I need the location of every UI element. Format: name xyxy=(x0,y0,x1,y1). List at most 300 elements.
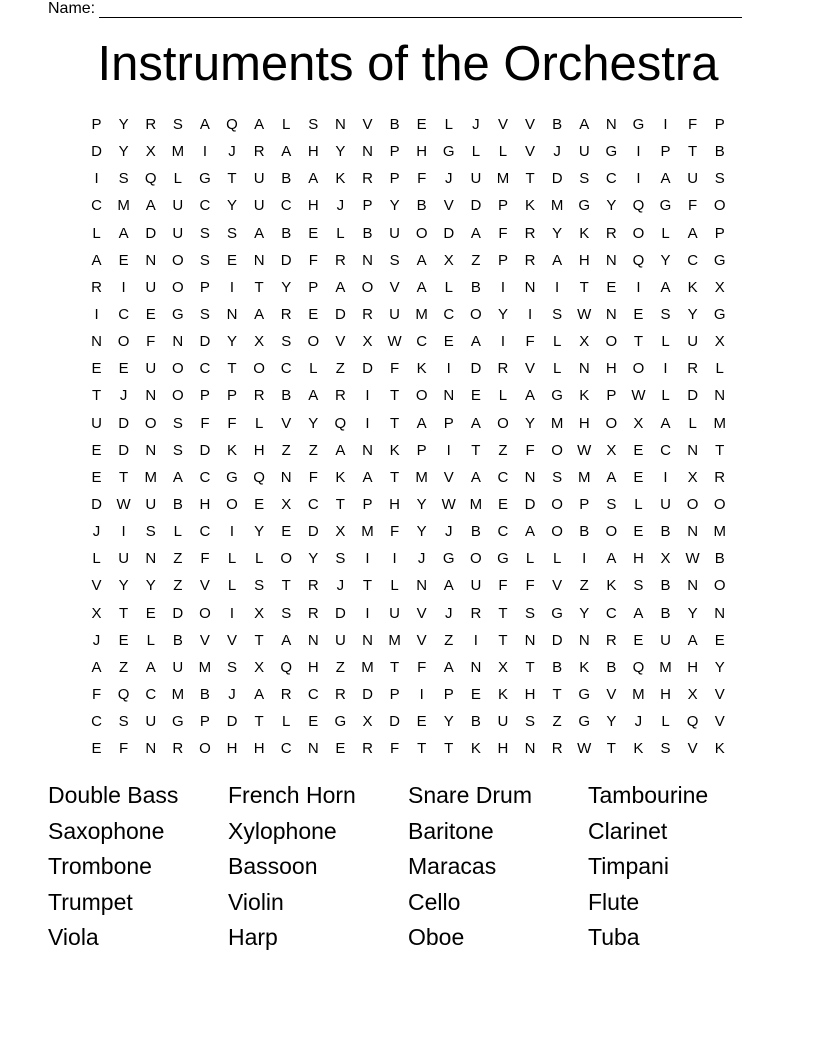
grid-letter: I xyxy=(229,278,235,296)
grid-letter: F xyxy=(525,333,535,351)
grid-letter: I xyxy=(94,306,99,324)
grid-letter: V xyxy=(416,631,427,649)
grid-letter: Q xyxy=(144,170,157,188)
grid-letter: S xyxy=(281,333,292,351)
grid-letter: B xyxy=(660,523,671,541)
grid-letter: N xyxy=(524,631,536,649)
grid-letter: B xyxy=(281,387,292,405)
grid-letter: G xyxy=(713,251,726,269)
grid-letter: N xyxy=(145,251,157,269)
grid-letter: H xyxy=(497,740,509,758)
grid-letter: X xyxy=(579,333,590,351)
grid-letter: S xyxy=(335,550,346,568)
grid-letter: D xyxy=(307,523,319,541)
grid-letter: I xyxy=(663,360,668,378)
grid-letter: Q xyxy=(686,713,699,731)
grid-letter: I xyxy=(419,686,424,704)
grid-letter: X xyxy=(497,658,508,676)
grid-letter: A xyxy=(308,387,319,405)
grid-letter: A xyxy=(281,631,292,649)
grid-letter: S xyxy=(633,577,644,595)
grid-letter: N xyxy=(226,306,238,324)
grid-letter: N xyxy=(443,387,455,405)
grid-letter: O xyxy=(605,523,618,541)
grid-letter: X xyxy=(254,604,265,622)
grid-letter: J xyxy=(445,604,453,622)
word-list-item: Viola xyxy=(48,924,99,951)
grid-letter: A xyxy=(687,224,698,242)
grid-letter: T xyxy=(254,278,264,296)
grid-letter: L xyxy=(309,360,318,378)
grid-letter: E xyxy=(254,496,265,514)
grid-letter: U xyxy=(145,278,157,296)
grid-letter: A xyxy=(416,414,427,432)
grid-letter: O xyxy=(713,577,726,595)
grid-letter: I xyxy=(582,550,587,568)
grid-letter: E xyxy=(308,224,319,242)
word-list-item: Trombone xyxy=(48,853,152,880)
grid-letter: I xyxy=(365,387,370,405)
grid-letter: T xyxy=(227,360,237,378)
grid-letter: N xyxy=(687,523,699,541)
grid-letter: M xyxy=(361,658,374,676)
grid-letter: B xyxy=(362,224,373,242)
grid-letter: Z xyxy=(335,658,345,676)
grid-letter: L xyxy=(661,713,670,731)
grid-letter: W xyxy=(577,306,592,324)
grid-letter: C xyxy=(416,333,428,351)
grid-letter: H xyxy=(307,197,319,215)
grid-letter: D xyxy=(470,360,482,378)
grid-letter: P xyxy=(308,278,319,296)
grid-letter: P xyxy=(362,496,373,514)
grid-letter: O xyxy=(470,306,482,324)
grid-letter: J xyxy=(445,523,453,541)
grid-letter: L xyxy=(282,116,291,134)
grid-letter: A xyxy=(525,387,536,405)
grid-letter: G xyxy=(578,686,591,704)
word-list-item: Snare Drum xyxy=(408,782,532,809)
grid-letter: D xyxy=(443,224,455,242)
grid-letter: S xyxy=(118,170,129,188)
grid-letter: N xyxy=(172,333,184,351)
grid-letter: G xyxy=(605,143,618,161)
grid-letter: A xyxy=(470,333,481,351)
grid-letter: A xyxy=(254,686,265,704)
grid-letter: G xyxy=(551,604,563,622)
grid-letter: Y xyxy=(687,604,698,622)
grid-letter: B xyxy=(606,658,617,676)
grid-letter: M xyxy=(713,414,726,432)
grid-letter: E xyxy=(91,441,102,459)
grid-letter: R xyxy=(253,387,265,405)
grid-letter: F xyxy=(688,116,698,134)
grid-letter: D xyxy=(362,360,373,378)
grid-letter: E xyxy=(443,333,454,351)
grid-letter: N xyxy=(362,251,373,269)
grid-letter: L xyxy=(444,116,453,134)
grid-letter: N xyxy=(362,143,373,161)
grid-letter: A xyxy=(172,468,183,486)
grid-letter: R xyxy=(307,604,319,622)
grid-letter: M xyxy=(659,658,672,676)
grid-letter: E xyxy=(633,468,644,486)
grid-letter: J xyxy=(553,143,561,161)
grid-letter: O xyxy=(470,550,482,568)
grid-letter: T xyxy=(715,441,725,459)
grid-letter: O xyxy=(307,333,320,351)
grid-letter: A xyxy=(443,658,454,676)
word-list-item: Tuba xyxy=(588,924,640,951)
grid-letter: D xyxy=(687,387,699,405)
grid-letter: U xyxy=(145,713,157,731)
grid-letter: U xyxy=(578,143,590,161)
grid-letter: L xyxy=(552,360,562,378)
grid-letter: A xyxy=(470,224,481,242)
grid-letter: S xyxy=(579,170,590,188)
grid-letter: V xyxy=(497,116,508,134)
grid-letter: I xyxy=(392,550,397,568)
grid-letter: F xyxy=(389,360,400,378)
grid-letter: A xyxy=(470,468,481,486)
grid-letter: Y xyxy=(606,197,617,215)
grid-letter: A xyxy=(199,116,210,134)
grid-letter: Y xyxy=(497,306,508,324)
word-list-item: Trumpet xyxy=(48,888,133,915)
grid-letter: U xyxy=(172,224,184,242)
grid-letter: A xyxy=(579,116,590,134)
grid-letter: Y xyxy=(308,414,319,432)
grid-letter: B xyxy=(172,631,183,649)
grid-letter: N xyxy=(145,441,157,459)
grid-letter: K xyxy=(579,224,590,242)
grid-letter: M xyxy=(361,523,374,541)
grid-letter: I xyxy=(663,116,668,134)
grid-letter: L xyxy=(634,496,643,514)
grid-letter: V xyxy=(199,577,210,595)
grid-letter: P xyxy=(497,197,508,215)
grid-letter: Y xyxy=(281,278,292,296)
grid-letter: L xyxy=(661,333,670,351)
grid-letter: K xyxy=(335,468,346,486)
grid-letter: L xyxy=(661,224,670,242)
grid-letter: Q xyxy=(632,251,645,269)
grid-letter: M xyxy=(144,468,157,486)
grid-letter: M xyxy=(171,686,185,704)
grid-letter: E xyxy=(91,740,102,758)
grid-letter: X xyxy=(91,604,102,622)
grid-letter: S xyxy=(145,523,156,541)
grid-letter: O xyxy=(117,333,130,351)
grid-letter: R xyxy=(307,577,319,595)
name-label: Name: xyxy=(48,0,96,17)
grid-letter: T xyxy=(119,604,129,622)
grid-letter: A xyxy=(660,278,671,296)
grid-letter: X xyxy=(660,550,671,568)
grid-letter: S xyxy=(606,496,617,514)
grid-letter: B xyxy=(660,604,671,622)
grid-letter: O xyxy=(171,387,184,405)
grid-letter: D xyxy=(524,496,536,514)
grid-letter: O xyxy=(713,197,726,215)
grid-letter: M xyxy=(577,468,591,486)
grid-letter: I xyxy=(94,170,99,188)
grid-letter: B xyxy=(714,143,725,161)
grid-letter: P xyxy=(714,116,725,134)
grid-letter: X xyxy=(687,686,698,704)
grid-letter: A xyxy=(606,550,617,568)
grid-letter: B xyxy=(470,713,481,731)
grid-letter: N xyxy=(253,251,265,269)
grid-letter: K xyxy=(497,686,508,704)
grid-letter: Q xyxy=(253,468,265,486)
grid-letter: E xyxy=(118,251,129,269)
grid-letter: J xyxy=(336,577,345,595)
grid-letter: I xyxy=(636,278,641,296)
grid-letter: F xyxy=(146,333,156,351)
grid-letter: G xyxy=(442,143,455,161)
grid-letter: C xyxy=(443,306,455,324)
grid-letter: A xyxy=(91,658,102,676)
grid-letter: I xyxy=(365,550,370,568)
grid-letter: O xyxy=(605,414,618,432)
grid-letter: S xyxy=(172,414,183,432)
name-underline[interactable] xyxy=(99,3,742,18)
grid-letter: B xyxy=(199,686,210,704)
grid-letter: Y xyxy=(389,197,400,215)
grid-letter: S xyxy=(281,604,292,622)
grid-letter: D xyxy=(280,251,292,269)
grid-letter: S xyxy=(118,713,129,731)
grid-letter: L xyxy=(498,387,508,405)
grid-letter: D xyxy=(389,713,400,731)
grid-letter: L xyxy=(525,550,535,568)
grid-letter: J xyxy=(472,116,480,134)
grid-letter: Q xyxy=(280,658,293,676)
grid-letter: L xyxy=(688,414,697,432)
grid-letter: V xyxy=(416,604,427,622)
grid-letter: I xyxy=(527,306,533,324)
grid-letter: T xyxy=(281,577,291,595)
grid-letter: P xyxy=(579,496,590,514)
grid-letter: D xyxy=(199,333,211,351)
grid-letter: T xyxy=(254,631,264,649)
grid-letter: U xyxy=(253,197,265,215)
grid-letter: G xyxy=(226,468,238,486)
grid-letter: J xyxy=(92,631,101,649)
grid-letter: R xyxy=(497,360,509,378)
grid-letter: Y xyxy=(118,116,129,134)
grid-letter: V xyxy=(281,414,292,432)
grid-letter: N xyxy=(145,550,157,568)
grid-letter: L xyxy=(661,387,670,405)
grid-letter: H xyxy=(307,658,319,676)
grid-letter: N xyxy=(605,306,617,324)
grid-letter: L xyxy=(498,143,508,161)
grid-letter: M xyxy=(171,143,185,161)
grid-letter: A xyxy=(281,143,292,161)
grid-letter: Z xyxy=(173,577,183,595)
name-field[interactable] xyxy=(48,0,742,18)
grid-letter: C xyxy=(307,496,319,514)
grid-letter: K xyxy=(416,360,427,378)
grid-letter: Q xyxy=(226,116,238,134)
grid-letter: C xyxy=(91,713,102,731)
grid-letter: S xyxy=(525,604,536,622)
grid-letter: O xyxy=(253,360,265,378)
grid-letter: V xyxy=(687,740,698,758)
grid-letter: S xyxy=(199,306,210,324)
grid-letter: F xyxy=(525,577,535,595)
grid-letter: L xyxy=(92,224,101,242)
grid-letter: X xyxy=(606,441,617,459)
grid-letter: G xyxy=(551,387,563,405)
grid-letter: V xyxy=(525,116,536,134)
grid-letter: S xyxy=(199,251,210,269)
grid-letter: C xyxy=(307,686,319,704)
grid-letter: N xyxy=(714,387,726,405)
grid-letter: N xyxy=(578,360,590,378)
grid-letter: F xyxy=(308,251,318,269)
grid-letter: C xyxy=(280,360,292,378)
grid-letter: O xyxy=(551,496,563,514)
grid-letter: E xyxy=(416,713,427,731)
word-list-item: Baritone xyxy=(408,817,494,844)
grid-letter: B xyxy=(552,116,563,134)
grid-letter: H xyxy=(524,686,536,704)
grid-letter: D xyxy=(118,441,130,459)
grid-letter: T xyxy=(606,740,616,758)
grid-letter: W xyxy=(441,496,456,514)
grid-letter: K xyxy=(714,740,725,758)
grid-letter: X xyxy=(281,496,292,514)
grid-letter: Y xyxy=(335,143,346,161)
grid-letter: Y xyxy=(525,414,536,432)
grid-letter: H xyxy=(199,496,211,514)
grid-letter: A xyxy=(660,414,671,432)
grid-letter: Y xyxy=(660,251,671,269)
grid-letter: E xyxy=(308,713,319,731)
grid-letter: Q xyxy=(117,686,130,704)
grid-letter: L xyxy=(444,278,453,296)
grid-letter: X xyxy=(362,713,373,731)
grid-letter: M xyxy=(713,523,726,541)
grid-letter: Z xyxy=(281,441,291,459)
grid-letter: G xyxy=(171,306,184,324)
grid-letter: C xyxy=(280,740,292,758)
grid-letter: O xyxy=(551,441,563,459)
grid-letter: A xyxy=(416,278,427,296)
grid-letter: R xyxy=(524,251,536,269)
grid-letter: I xyxy=(500,333,506,351)
grid-letter: V xyxy=(525,143,536,161)
grid-letter: Z xyxy=(552,713,562,731)
grid-letter: E xyxy=(118,360,129,378)
grid-letter: Y xyxy=(687,306,698,324)
grid-letter: A xyxy=(145,197,156,215)
grid-letter: E xyxy=(91,468,102,486)
word-list-item: Bassoon xyxy=(228,853,318,880)
grid-letter: E xyxy=(497,496,508,514)
grid-letter: U xyxy=(470,577,482,595)
grid-letter: O xyxy=(415,224,428,242)
grid-letter: M xyxy=(388,631,401,649)
grid-letter: D xyxy=(362,686,373,704)
grid-letter: I xyxy=(636,143,641,161)
grid-letter: N xyxy=(470,658,482,676)
word-list-item: Maracas xyxy=(408,853,497,880)
letter-grid xyxy=(83,111,734,762)
grid-letter: T xyxy=(389,414,400,432)
grid-letter: Y xyxy=(145,577,156,595)
grid-letter: H xyxy=(226,740,238,758)
grid-letter: V xyxy=(91,577,102,595)
grid-letter: U xyxy=(687,170,699,188)
grid-letter: R xyxy=(91,278,102,296)
grid-letter: G xyxy=(713,306,726,324)
grid-letter: N xyxy=(307,740,319,758)
grid-letter: M xyxy=(117,197,130,215)
grid-letter: R xyxy=(172,740,184,758)
grid-letter: R xyxy=(605,631,617,649)
grid-letter: O xyxy=(144,414,157,432)
grid-letter: E xyxy=(633,441,644,459)
grid-letter: N xyxy=(145,740,157,758)
grid-letter: U xyxy=(118,550,130,568)
grid-letter: N xyxy=(524,278,536,296)
grid-letter: M xyxy=(632,686,645,704)
grid-letter: P xyxy=(443,686,454,704)
grid-letter: P xyxy=(416,441,427,459)
grid-letter: J xyxy=(336,197,345,215)
grid-letter: F xyxy=(91,686,102,704)
grid-letter: J xyxy=(119,387,128,405)
grid-letter: R xyxy=(145,116,157,134)
grid-letter: R xyxy=(253,143,265,161)
grid-letter: W xyxy=(387,333,402,351)
grid-letter: U xyxy=(172,197,184,215)
grid-letter: K xyxy=(227,441,238,459)
grid-letter: Y xyxy=(118,143,129,161)
grid-letter: E xyxy=(633,631,644,649)
grid-letter: O xyxy=(713,496,726,514)
grid-letter: Y xyxy=(416,523,427,541)
grid-letter: T xyxy=(389,468,400,486)
grid-letter: T xyxy=(335,496,345,514)
grid-letter: Z xyxy=(444,631,454,649)
grid-letter: I xyxy=(473,631,478,649)
grid-letter: H xyxy=(253,441,265,459)
grid-letter: C xyxy=(497,523,509,541)
grid-letter: P xyxy=(443,414,454,432)
grid-letter: Y xyxy=(714,658,725,676)
grid-letter: H xyxy=(416,143,428,161)
grid-letter: S xyxy=(227,658,238,676)
grid-letter: V xyxy=(443,197,454,215)
grid-letter: M xyxy=(469,496,483,514)
grid-letter: Q xyxy=(334,414,347,432)
grid-letter: X xyxy=(443,251,454,269)
grid-letter: P xyxy=(606,387,617,405)
grid-letter: X xyxy=(714,278,725,296)
grid-letter: H xyxy=(578,251,590,269)
grid-letter: S xyxy=(254,577,265,595)
grid-letter: K xyxy=(687,278,698,296)
grid-letter: U xyxy=(172,658,184,676)
grid-letter: R xyxy=(714,468,726,486)
grid-letter: B xyxy=(416,197,427,215)
grid-letter: L xyxy=(173,170,182,188)
